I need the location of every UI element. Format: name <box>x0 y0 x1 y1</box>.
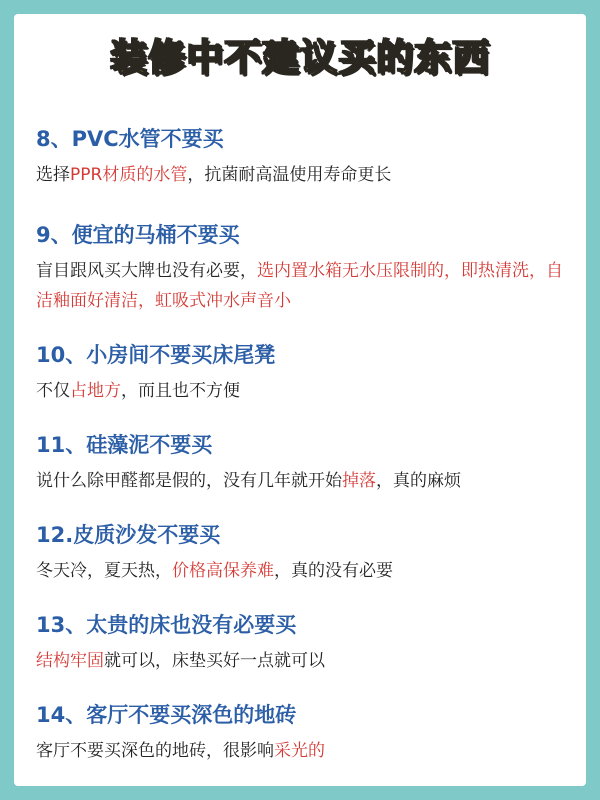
title-wrap <box>14 36 586 80</box>
highlight-text: 价格高保养难 <box>172 561 274 581</box>
highlight-text: PPR材质的水管 <box>70 165 188 185</box>
highlight-text: 采光的 <box>274 741 325 761</box>
body-text: ，真的麻烦 <box>376 471 461 491</box>
body-text: ，抗菌耐高温使用寿命更长 <box>187 165 392 185</box>
body-text: 不仅 <box>36 381 70 401</box>
item-body <box>36 646 566 676</box>
item-body <box>36 736 566 766</box>
list-item <box>36 124 566 190</box>
list-item <box>36 340 566 406</box>
body-text: 说什么除甲醛都是假的，没有几年就开始 <box>36 471 342 491</box>
item-body <box>36 556 566 586</box>
item-body <box>36 376 566 406</box>
highlight-text: 掉落 <box>342 471 376 491</box>
item-heading: 10、小房间不要买床尾凳 <box>36 343 276 367</box>
item-heading: 14、客厅不要买深色的地砖 <box>36 703 297 727</box>
list-item <box>36 610 566 676</box>
content-card <box>14 14 586 786</box>
item-heading: 9、便宜的马桶不要买 <box>36 223 240 247</box>
list-item <box>36 430 566 496</box>
body-text: 客厅不要买深色的地砖，很影响 <box>36 741 274 761</box>
item-heading: 12.皮质沙发不要买 <box>36 523 221 547</box>
tips-list <box>36 124 566 790</box>
body-text: ，真的没有必要 <box>274 561 393 581</box>
list-item <box>36 220 566 316</box>
body-text: 冬天冷，夏天热， <box>36 561 172 581</box>
page-title: 装修中不建议买的东西 <box>110 36 490 79</box>
highlight-text: 占地方 <box>70 381 121 401</box>
item-body <box>36 466 566 496</box>
highlight-text: 结构牢固 <box>36 651 104 671</box>
item-body <box>36 160 566 190</box>
item-heading: 13、太贵的床也没有必要买 <box>36 613 297 637</box>
item-heading: 11、硅藻泥不要买 <box>36 433 213 457</box>
highlight-text: 选内置水箱无水压限制的，即热清洗，自洁釉面好清洁，虹吸式冲水声音小 <box>36 261 563 311</box>
item-body <box>36 256 566 316</box>
body-text: ，而且也不方便 <box>121 381 240 401</box>
body-text: 选择 <box>36 165 70 185</box>
list-item <box>36 520 566 586</box>
body-text: 就可以，床垫买好一点就可以 <box>104 651 325 671</box>
list-item <box>36 700 566 766</box>
item-heading: 8、PVC水管不要买 <box>36 127 224 151</box>
body-text: 盲目跟风买大牌也没有必要， <box>36 261 257 281</box>
